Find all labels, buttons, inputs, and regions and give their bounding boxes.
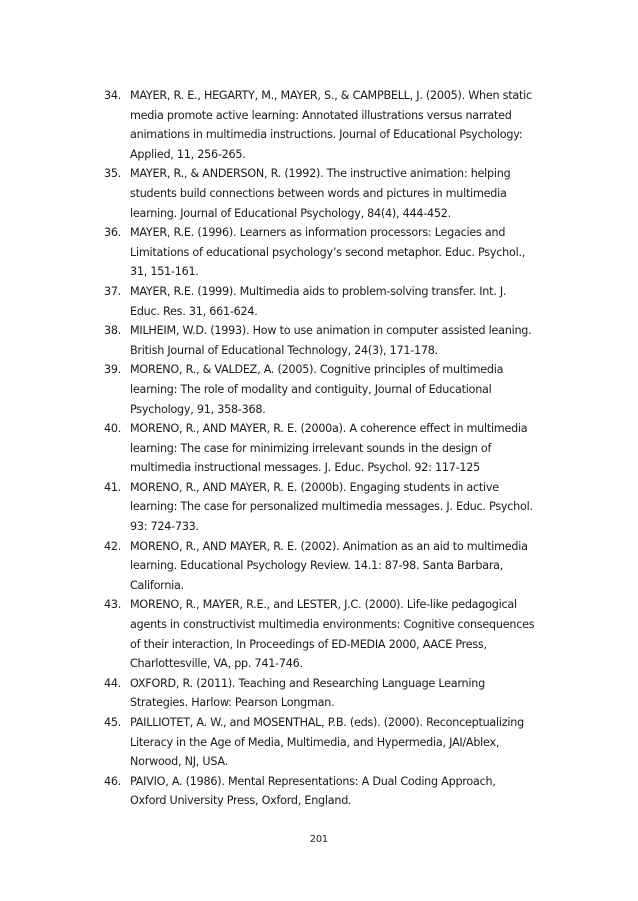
reference-number: 39. — [104, 363, 122, 377]
reference-text-line: learning: The role of modality and contiguity, Journal of Educational — [130, 382, 492, 396]
reference-text-line: media promote active learning: Annotated illustrations versus narrated — [130, 108, 512, 122]
reference-text-line: 31, 151-161. — [130, 265, 199, 279]
reference-text-line: learning. Educational Psychology Review. 14.1: 87-98. Santa Barbara, — [130, 559, 504, 573]
reference-text-line: Oxford University Press, Oxford, England. — [130, 794, 352, 808]
reference-text-line: Strategies. Harlow: Pearson Longman. — [130, 696, 335, 710]
reference-item — [104, 223, 572, 282]
reference-item — [104, 360, 572, 419]
reference-text-line: learning. Journal of Educational Psychology, 84(4), 444-452. — [130, 206, 451, 220]
reference-item — [104, 164, 572, 223]
reference-text-line: learning: The case for personalized multimedia messages. J. Educ. Psychol. — [130, 500, 533, 514]
reference-text-line: 93: 724-733. — [130, 520, 199, 534]
reference-number: 42. — [104, 539, 122, 553]
reference-item — [104, 419, 572, 478]
reference-text-line: PAIVIO, A. (1986). Mental Representations: A Dual Coding Approach, — [130, 774, 496, 788]
reference-text-line: Applied, 11, 256-265. — [130, 147, 246, 161]
reference-item — [104, 537, 572, 596]
reference-item — [104, 713, 572, 772]
reference-item — [104, 321, 572, 360]
reference-text-line: learning: The case for minimizing irrelevant sounds in the design of — [130, 441, 492, 455]
reference-text-line: Psychology, 91, 358-368. — [130, 402, 266, 416]
reference-text-line: PAILLIOTET, A. W., and MOSENTHAL, P.B. (eds). (2000). Reconceptualizing — [130, 716, 524, 729]
reference-text-line: MAYER, R.E. (1996). Learners as information processors: Legacies and — [130, 226, 506, 240]
reference-item — [104, 674, 572, 713]
reference-text-line: MAYER, R.E. (1999). Multimedia aids to problem-solving transfer. Int. J. — [130, 284, 507, 298]
reference-text-line: MAYER, R. E., HEGARTY, M., MAYER, S., & CAMPBELL, J. (2005). When static — [130, 89, 532, 102]
reference-number: 43. — [104, 598, 122, 612]
reference-text-line: MORENO, R., AND MAYER, R. E. (2000b). Engaging students in active — [130, 480, 499, 494]
reference-item — [104, 282, 572, 321]
reference-text-line: MORENO, R., AND MAYER, R. E. (2000a). A coherence effect in multimedia — [130, 422, 528, 436]
reference-text-line: students build connections between words and pictures in multimedia — [130, 186, 507, 200]
reference-text-line: Limitations of educational psychology’s second metaphor. Educ. Psychol., — [130, 245, 526, 259]
reference-number: 36. — [104, 226, 122, 240]
reference-number: 45. — [104, 716, 122, 729]
reference-text-line: of their interaction, In Proceedings of ED-MEDIA 2000, AACE Press, — [130, 637, 487, 651]
reference-text-line: MAYER, R., & ANDERSON, R. (1992). The instructive animation: helping — [130, 167, 511, 181]
reference-text-line: Norwood, NJ, USA. — [130, 755, 228, 769]
reference-number: 37. — [104, 284, 122, 298]
reference-item — [104, 478, 572, 537]
reference-text-line: agents in constructivist multimedia environments: Cognitive consequences — [130, 618, 535, 632]
reference-list — [104, 86, 572, 811]
reference-text-line: animations in multimedia instructions. Journal of Educational Psychology: — [130, 128, 523, 142]
reference-item — [104, 595, 572, 673]
reference-number: 40. — [104, 422, 122, 436]
reference-text-line: California. — [130, 578, 184, 592]
reference-number: 34. — [104, 89, 122, 102]
page-number: 201 — [309, 834, 329, 845]
reference-text-line: MORENO, R., MAYER, R.E., and LESTER, J.C. (2000). Life-like pedagogical — [130, 598, 517, 612]
reference-item — [104, 772, 572, 811]
reference-number: 38. — [104, 324, 122, 338]
reference-number: 46. — [104, 774, 122, 788]
reference-number: 41. — [104, 480, 122, 494]
reference-text-line: MILHEIM, W.D. (1993). How to use animation in computer assisted leaning. — [130, 324, 532, 338]
reference-text-line: multimedia instructional messages. J. Educ. Psychol. 92: 117-125 — [130, 461, 480, 475]
reference-text-line: Charlottesville, VA, pp. 741-746. — [130, 657, 303, 671]
reference-text-line: MORENO, R., AND MAYER, R. E. (2002). Animation as an aid to multimedia — [130, 539, 528, 553]
reference-text-line: MORENO, R., & VALDEZ, A. (2005). Cognitive principles of multimedia — [130, 363, 504, 377]
reference-number: 35. — [104, 167, 122, 181]
reference-number: 44. — [104, 676, 122, 690]
reference-text-line: OXFORD, R. (2011). Teaching and Researching Language Learning — [130, 676, 485, 690]
reference-text-line: Educ. Res. 31, 661-624. — [130, 304, 258, 318]
reference-text-line: Literacy in the Age of Media, Multimedia, and Hypermedia, JAI/Ablex, — [130, 735, 500, 749]
reference-text-line: British Journal of Educational Technology, 24(3), 171-178. — [130, 343, 438, 357]
reference-item — [104, 86, 572, 164]
